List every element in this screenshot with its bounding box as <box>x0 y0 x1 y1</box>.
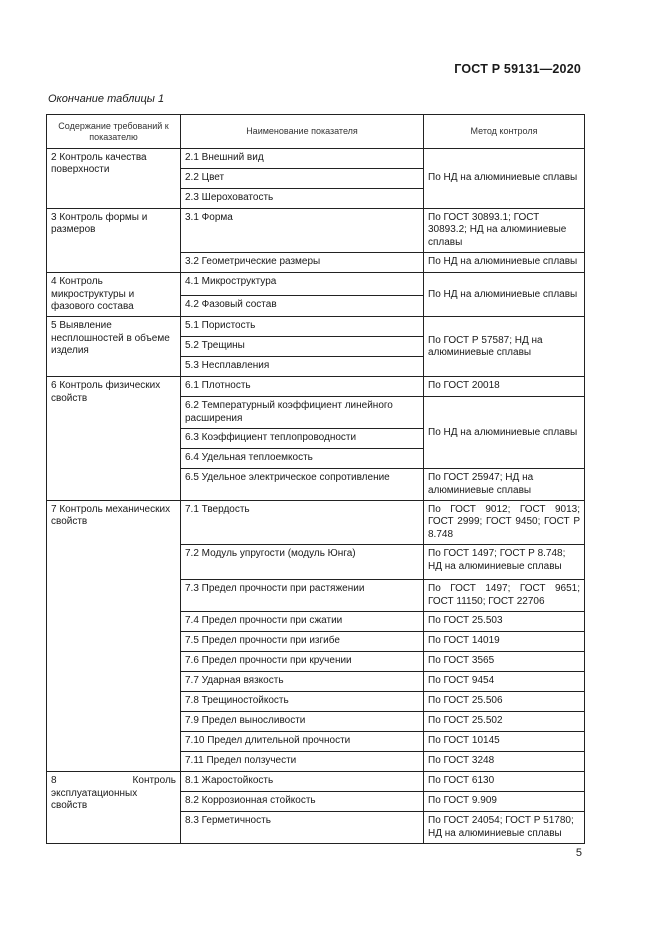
indicator-cell: 7.1 Твердость <box>181 501 424 545</box>
table-header-row <box>47 115 585 149</box>
indicator-cell: 7.7 Ударная вязкость <box>181 672 424 692</box>
indicator-cell: 7.10 Предел длительной прочности <box>181 732 424 752</box>
method-cell: По ГОСТ Р 57587; НД на алюминиевые сплавы <box>424 317 585 377</box>
method-cell: По НД на алюминиевые сплавы <box>424 253 585 273</box>
table-caption: Окончание таблицы 1 <box>48 93 165 105</box>
method-cell: По ГОСТ 9454 <box>424 672 585 692</box>
requirement-cell: 3 Контроль формы и размеров <box>47 209 181 273</box>
method-cell: По НД на алюминиевые сплавы <box>424 397 585 469</box>
method-cell: По ГОСТ 9012; ГОСТ 9013; ГОСТ 2999; ГОСТ 9450; ГОСТ Р 8.748 <box>424 501 585 545</box>
indicator-cell: 6.3 Коэффициент теплопроводности <box>181 429 424 449</box>
indicator-cell: 5.1 Пористость <box>181 317 424 337</box>
table-row <box>47 772 585 792</box>
indicator-cell: 2.3 Шероховатость <box>181 189 424 209</box>
header-indicator: Наименование показателя <box>181 115 424 149</box>
method-cell: По ГОСТ 9.909 <box>424 792 585 812</box>
document-code: ГОСТ Р 59131—2020 <box>454 62 581 76</box>
indicator-cell: 3.2 Геометрические размеры <box>181 253 424 273</box>
requirement-cell: 7 Контроль механических свойств <box>47 501 181 772</box>
indicator-cell: 7.3 Предел прочности при растяжении <box>181 580 424 612</box>
page-number: 5 <box>575 847 582 859</box>
indicator-cell: 6.2 Температурный коэффициент линейного расширения <box>181 397 424 429</box>
indicator-cell: 2.1 Внешний вид <box>181 149 424 169</box>
requirement-cell: 8 Контроль эксплуатационных свойств <box>47 772 181 844</box>
method-cell: По НД на алюминиевые сплавы <box>424 149 585 209</box>
method-cell: По ГОСТ 30893.1; ГОСТ 30893.2; НД на алюминиевые сплавы <box>424 209 585 253</box>
indicator-cell: 7.9 Предел выносливости <box>181 712 424 732</box>
indicator-cell: 8.2 Коррозионная стойкость <box>181 792 424 812</box>
indicator-cell: 7.4 Предел прочности при сжатии <box>181 612 424 632</box>
requirement-cell: 6 Контроль физических свойств <box>47 377 181 501</box>
method-cell: По ГОСТ 3248 <box>424 752 585 772</box>
indicator-cell: 8.1 Жаростойкость <box>181 772 424 792</box>
indicator-cell: 7.2 Модуль упругости (модуль Юнга) <box>181 545 424 580</box>
table-row <box>47 149 585 169</box>
indicator-cell: 4.2 Фазовый состав <box>181 296 424 317</box>
requirement-cell: 5 Выявление несплошностей в объеме изделия <box>47 317 181 377</box>
method-cell: По ГОСТ 1497; ГОСТ Р 8.748; НД на алюминиевые сплавы <box>424 545 585 580</box>
requirement-cell: 4 Контроль микроструктуры и фазового состава <box>47 273 181 317</box>
requirement-cell: 2 Контроль качества поверхности <box>47 149 181 209</box>
method-cell: По НД на алюминиевые сплавы <box>424 273 585 317</box>
indicator-cell: 8.3 Герметичность <box>181 812 424 844</box>
method-cell: По ГОСТ 3565 <box>424 652 585 672</box>
indicator-cell: 7.6 Предел прочности при кручении <box>181 652 424 672</box>
method-cell: По ГОСТ 14019 <box>424 632 585 652</box>
table-row <box>47 501 585 545</box>
indicator-cell: 7.8 Трещиностойкость <box>181 692 424 712</box>
indicator-cell: 4.1 Микроструктура <box>181 273 424 296</box>
method-cell: По ГОСТ 20018 <box>424 377 585 397</box>
indicator-cell: 6.5 Удельное электрическое сопротивление <box>181 469 424 501</box>
table-row <box>47 377 585 397</box>
indicator-cell: 5.3 Несплавления <box>181 357 424 377</box>
method-cell: По ГОСТ 25947; НД на алюминиевые сплавы <box>424 469 585 501</box>
table-row <box>47 317 585 337</box>
method-cell: По ГОСТ 6130 <box>424 772 585 792</box>
method-cell: По ГОСТ 25.506 <box>424 692 585 712</box>
indicator-cell: 7.11 Предел ползучести <box>181 752 424 772</box>
method-cell: По ГОСТ 1497; ГОСТ 9651; ГОСТ 11150; ГОСТ 22706 <box>424 580 585 612</box>
method-cell: По ГОСТ 10145 <box>424 732 585 752</box>
method-cell: По ГОСТ 24054; ГОСТ Р 51780; НД на алюминиевые сплавы <box>424 812 585 844</box>
method-cell: По ГОСТ 25.503 <box>424 612 585 632</box>
method-cell: По ГОСТ 25.502 <box>424 712 585 732</box>
indicator-cell: 7.5 Предел прочности при изгибе <box>181 632 424 652</box>
table-row <box>47 273 585 296</box>
header-requirements: Содержание требований к показателю <box>47 115 181 149</box>
indicator-cell: 5.2 Трещины <box>181 337 424 357</box>
indicator-cell: 3.1 Форма <box>181 209 424 253</box>
indicator-cell: 2.2 Цвет <box>181 169 424 189</box>
table-row <box>47 209 585 253</box>
indicator-cell: 6.4 Удельная теплоемкость <box>181 449 424 469</box>
header-method: Метод контроля <box>424 115 585 149</box>
requirements-table <box>46 114 585 844</box>
indicator-cell: 6.1 Плотность <box>181 377 424 397</box>
